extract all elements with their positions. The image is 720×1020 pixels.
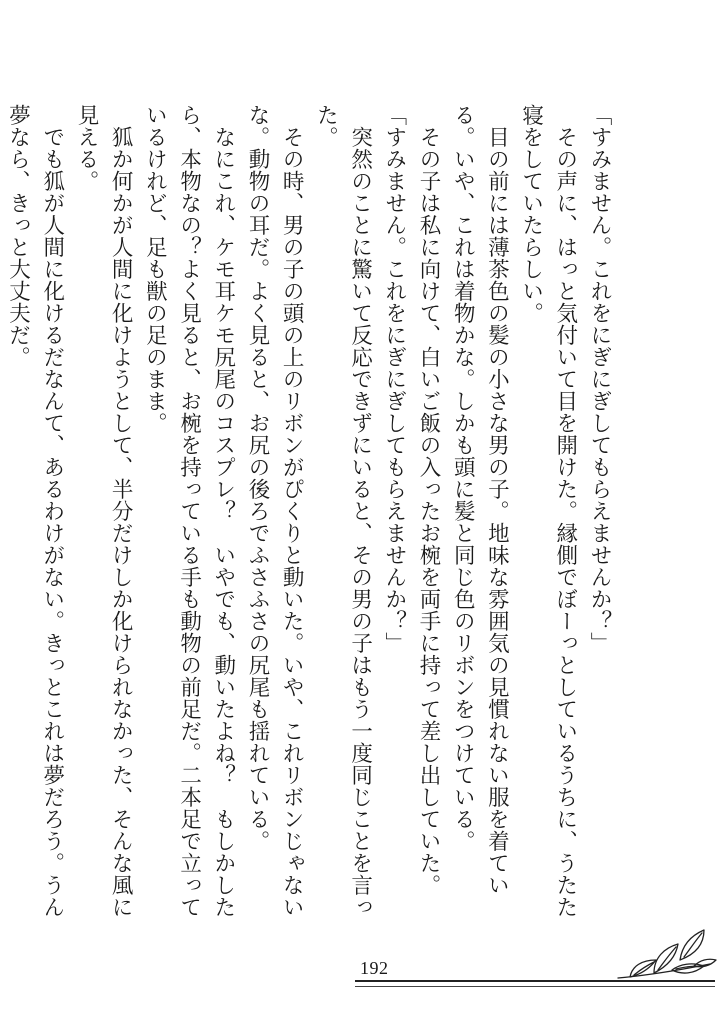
footer-rule (355, 980, 715, 982)
paragraph-6: 突然のことに驚いて反応できずにいると、その男の子はもう一度同じことを言った。 (313, 104, 373, 918)
footer-rule-thin (355, 986, 715, 987)
paragraph-4: その子は私に向けて、白いご飯の入ったお椀を両手に持って差し出していた。 (415, 125, 441, 896)
paragraph-5: 「すみません。これをにぎにぎしてもらえませんか？」 (381, 104, 407, 654)
paragraph-7: その時、男の子の頭の上のリボンがぴくりと動いた。いや、これリボンじゃないな。動物の耳だ。よく見ると、お尻の後ろでふさふさの尻尾も揺れている。 (244, 104, 305, 918)
paragraph-9: 狐か何かが人間に化けようとして、半分だけしか化けられなかった、そんな風に見える。 (73, 104, 134, 918)
paragraph-8: なにこれ、ケモ耳ケモ尻尾のコスプレ？ いやでも、動いたよね？ もしかしたら、本物なの？よく見ると、お椀を持っている手も動物の前足だ。二本足で立っているけれど、足も獣の足のまま。 (142, 104, 236, 918)
page-number: 192 (360, 958, 389, 978)
vertical-body-text (0, 104, 616, 934)
paragraph-3: 目の前には薄茶色の髪の小さな男の子。地味な雰囲気の見慣れない服を着ている。いや、これは着物かな。しかも頭に髪と同じ色のリボンをつけている。 (450, 104, 510, 896)
paragraph-1: 「すみません。これをにぎにぎしてもらえませんか？」 (587, 104, 612, 654)
paragraph-10: でも狐が人間に化けるだなんて、あるわけがない。きっとこれは夢だろう。うん夢なら、きっと大丈夫だ。 (5, 104, 65, 918)
paragraph-2: その声に、はっと気付いて目を開けた。縁側でぼーっとしているうちに、うたた寝をしていたらしい。 (518, 104, 578, 918)
